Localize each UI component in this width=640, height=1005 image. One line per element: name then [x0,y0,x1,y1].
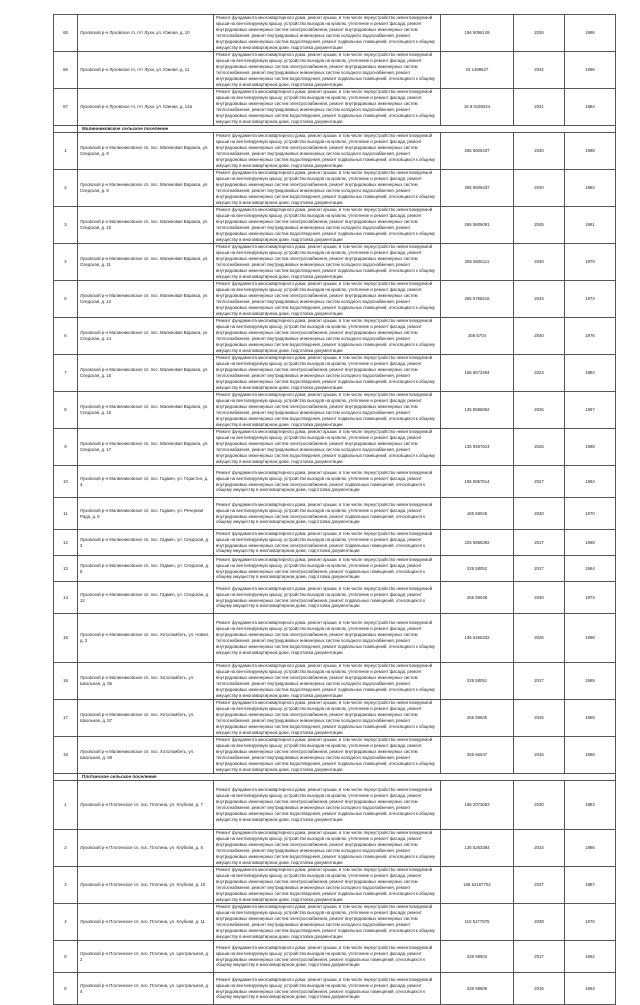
table-row [54,556,616,582]
house-address: Луховской р-н Малинниковское сп, пос. Малиновая Варакса, ул. Спедская, д. 12 [78,281,214,318]
planned-year: 2017 [514,530,565,556]
house-address: Луховской р-н Плотинское сп, пос. Плотина, ул. Центральная, д. 2 [78,941,214,973]
repair-cost: 225 5956392 [441,530,514,556]
repair-cost: 265 58048 [441,582,514,614]
repair-works: Ремонт фундамента многоквартирного дома, ремонт крыши, в том числе переустройство невентилируемой крыши на вентилируемую крышу, устройство выходов на кровлю, утепление и ремонт фасада, ремонт внутридомовых инженерных систем электроснабжения, ремонт внутридомовых инженерных систем теплоснабжения, ремонт внутридомовых инженерных систем холодного водоснабжения, ремонт внутридомовых инженерных систем водоотведения, ремонт подвальных помещений, относящихся к общему имуществу в многоквартирном доме, подготовка документации [214,207,441,244]
repair-cost: 135 9487624 [441,429,514,466]
repair-works: Ремонт фундамента многоквартирного дома, ремонт крыши, в том числе переустройство невентилируемой крыши на вентилируемую крышу, устройство выходов на кровлю, утепление и ремонт фасада, ремонт внутридомовых инженерных систем электроснабжения, ремонт внутридомовых инженерных систем теплоснабжения, ремонт внутридомовых инженерных систем холодного водоснабжения, ремонт внутридомовых инженерных систем водоотведения, ремонт подвальных помещений, относящихся к общему имуществу в многоквартирном доме, подготовка документации [214,89,441,126]
repair-works: Ремонт фундамента многоквартирного дома, ремонт крыши, в том числе переустройство невентилируемой крыши на вентилируемую крышу, устройство выходов на кровлю, утепление и ремонт фасада, ремонт внутридомовых инженерных систем электроснабжения, ремонт подвальных помещений, относящихся к общему имуществу в многоквартирном доме, подготовка документации [214,466,441,498]
house-address: Луховской р-н Малинниковское сп, пос. Малиновая Варакса, ул. Спедская, д. 15 [78,355,214,392]
planned-year: 2025 [514,429,565,466]
year-built: 1965 [565,737,616,774]
row-number: 12 [54,530,78,556]
planned-year: 2017 [514,556,565,582]
row-number: 7 [54,355,78,392]
house-address: Луховской р-н Малинниковское сп, пос. Малиновая Варакса, ул. Спедская, д. 14 [78,318,214,355]
row-number: 3 [54,207,78,244]
house-address: Луховской р-н Малинниковское сп, пос. Гадмен, ул. Речерная Рада, д. 6 [78,498,214,530]
planned-year: 2038 [514,904,565,941]
table-row [54,904,616,941]
repair-works: Ремонт фундамента многоквартирного дома, ремонт крыши, в том числе переустройство невентилируемой крыши на вентилируемую крышу, устройство выходов на кровлю, утепление и ремонт фасада, ремонт внутридомовых инженерных систем электроснабжения, ремонт внутридомовых инженерных систем теплоснабжения, ремонт внутридомовых инженерных систем холодного водоснабжения, ремонт внутридомовых инженерных систем водоотведения, ремонт подвальных помещений, относящихся к общему имуществу в многоквартирном доме, подготовка документации [214,52,441,89]
repair-works: Ремонт фундамента многоквартирного дома, ремонт крыши, в том числе переустройство невентилируемой крыши на вентилируемую крышу, устройство выходов на кровлю, утепление и ремонт фасада, ремонт внутридомовых инженерных систем электроснабжения, ремонт внутридомовых инженерных систем теплоснабжения, ремонт внутридомовых инженерных систем холодного водоснабжения, ремонт внутридомовых инженерных систем водоотведения, ремонт подвальных помещений, относящихся к общему имуществу в многоквартирном доме, подготовка документации [214,133,441,170]
repair-cost: 156 52167752 [441,867,514,904]
planned-year: 2037 [514,867,565,904]
table-row [54,582,616,614]
repair-works: Ремонт фундамента многоквартирного дома, ремонт крыши, в том числе переустройство невентилируемой крыши на вентилируемую крышу, устройство выходов на кровлю, утепление и ремонт фасада, ремонт внутридомовых инженерных систем электроснабжения, ремонт внутридомовых инженерных систем теплоснабжения, ремонт внутридомовых инженерных систем холодного водоснабжения, ремонт внутридомовых инженерных систем водоотведения, ремонт подвальных помещений, относящихся к общему имуществу в многоквартирном доме, подготовка документации [214,429,441,466]
repair-works: Ремонт фундамента многоквартирного дома, ремонт крыши, в том числе переустройство невентилируемой крыши на вентилируемую крышу, устройство выходов на кровлю, утепление и ремонт фасада, ремонт внутридомовых инженерных систем электроснабжения, ремонт подвальных помещений, относящихся к общему имуществу в многоквартирном доме, подготовка документации [214,582,441,614]
year-built: 1965 [565,700,616,737]
repair-cost: 265 5768216 [441,281,514,318]
planned-year: 2023 [514,355,565,392]
section-number-cell [54,126,78,133]
capital-repair-register-table [53,14,616,1005]
repair-works: Ремонт фундамента многоквартирного дома, ремонт крыши, в том числе переустройство невентилируемой крыши на вентилируемую крышу, устройство выходов на кровлю, утепление и ремонт фасада, ремонт внутридомовых инженерных систем электроснабжения, ремонт внутридомовых инженерных систем теплоснабжения, ремонт внутридомовых инженерных систем холодного водоснабжения, ремонт внутридомовых инженерных систем водоотведения, ремонт подвальных помещений, относящихся к общему имуществу в многоквартирном доме, подготовка документации [214,904,441,941]
table-row [54,973,616,1005]
row-number: 18 [54,737,78,774]
section-header-row [54,774,616,781]
section-title: Плотинское сельское поселение [78,774,616,781]
row-number: 2 [54,170,78,207]
repair-works: Ремонт фундамента многоквартирного дома, ремонт крыши, в том числе переустройство невентилируемой крыши на вентилируемую крышу, устройство выходов на кровлю, утепление и ремонт фасада, ремонт внутридомовых инженерных систем электроснабжения, ремонт внутридомовых инженерных систем теплоснабжения, ремонт внутридомовых инженерных систем холодного водоснабжения, ремонт внутридомовых инженерных систем водоотведения, ремонт подвальных помещений, относящихся к общему имуществу в многоквартирном доме, подготовка документации [214,781,441,830]
table-row [54,466,616,498]
house-address: Луховской р-н Луховское гп, пгт Лухи, ул. Южная, д. 11 [78,52,214,89]
year-built: 1976 [565,318,616,355]
year-built: 1984 [565,466,616,498]
table-row [54,52,616,89]
house-address: Луховской р-н Малинниковское сп, пос. Малиновая Варакса, ул. Спедская, д. 11 [78,244,214,281]
planned-year: 2045 [514,737,565,774]
house-address: Луховской р-н Плотинское сп, пос. Плотина, ул. Клубная, д. 8 [78,830,214,867]
repair-cost: 135 5253384 [441,830,514,867]
house-address: Луховской р-н Малинниковское сп, пос. Малиновая Варакса, ул. Спедская, д. 17 [78,429,214,466]
row-number: 8 [54,392,78,429]
repair-cost: 265 66047 [441,737,514,774]
planned-year: 2027 [514,466,565,498]
house-address: Луховской р-н Малинниковское сп, пос. Малиновая Варакса, ул. Спедская, д. 10 [78,207,214,244]
repair-works: Ремонт фундамента многоквартирного дома, ремонт крыши, в том числе переустройство невентилируемой крыши на вентилируемую крышу, устройство выходов на кровлю, утепление и ремонт фасада, ремонт внутридомовых инженерных систем электроснабжения, ремонт внутридомовых инженерных систем теплоснабжения, ремонт внутридомовых инженерных систем холодного водоснабжения, ремонт внутридомовых инженерных систем водоотведения, ремонт подвальных помещений, относящихся к общему имуществу в многоквартирном доме, подготовка документации [214,614,441,663]
table-row [54,207,616,244]
house-address: Луховской р-н Малинниковское сп, пос. Хотоломбеть, ул. Школьная, д. 59 [78,737,214,774]
repair-works: Ремонт фундамента многоквартирного дома, ремонт крыши, в том числе переустройство невентилируемой крыши на вентилируемую крышу, устройство выходов на кровлю, утепление и ремонт фасада, ремонт внутридомовых инженерных систем электроснабжения, ремонт внутридомовых инженерных систем теплоснабжения, ремонт внутридомовых инженерных систем холодного водоснабжения, ремонт внутридомовых инженерных систем водоотведения, ремонт подвальных помещений, относящихся к общему имуществу в многоквартирном доме, подготовка документации [214,318,441,355]
year-built: 1985 [565,429,616,466]
repair-cost: 265 5606091 [441,207,514,244]
planned-year: 2040 [514,582,565,614]
repair-works: Ремонт фундамента многоквартирного дома, ремонт крыши, в том числе переустройство невентилируемой крыши на вентилируемую крышу, устройство выходов на кровлю, утепление и ремонт фасада, ремонт внутридомовых инженерных систем электроснабжения, ремонт внутридомовых инженерных систем теплоснабжения, ремонт внутридомовых инженерных систем холодного водоснабжения, ремонт внутридомовых инженерных систем водоотведения, ремонт подвальных помещений, относящихся к общему имуществу в многоквартирном доме, подготовка документации [214,392,441,429]
year-built: 1984 [565,355,616,392]
row-number: 67 [54,89,78,126]
row-number: 9 [54,429,78,466]
year-built: 1973 [565,582,616,614]
row-number: 10 [54,466,78,498]
year-built: 1983 [565,781,616,830]
repair-works: Ремонт фундамента многоквартирного дома, ремонт крыши, в том числе переустройство невентилируемой крыши на вентилируемую крышу, устройство выходов на кровлю, утепление и ремонт фасада, ремонт внутридомовых инженерных систем электроснабжения, ремонт внутридомовых инженерных систем теплоснабжения, ремонт внутридомовых инженерных систем холодного водоснабжения, ремонт внутридомовых инженерных систем водоотведения, ремонт подвальных помещений, относящихся к общему имуществу в многоквартирном доме, подготовка документации [214,700,441,737]
row-number: 4 [54,244,78,281]
table-row [54,429,616,466]
year-built: 1987 [565,392,616,429]
repair-cost: 226 59509 [441,973,514,1005]
year-built: 1965 [565,530,616,556]
house-address: Луховской р-н Малинниковское сп, пос. Малиновая Варакса, ул. Спедская, д. 16 [78,392,214,429]
planned-year: 2040 [514,133,565,170]
repair-cost: 135 5586662 [441,392,514,429]
row-number: 66 [54,52,78,89]
year-built: 1981 [565,207,616,244]
repair-works: Ремонт фундамента многоквартирного дома, ремонт крыши, в том числе переустройство невентилируемой крыши на вентилируемую крышу, устройство выходов на кровлю, утепление и ремонт фасада, ремонт внутридомовых инженерных систем электроснабжения, ремонт внутридомовых инженерных систем теплоснабжения, ремонт внутридомовых инженерных систем холодного водоснабжения, ремонт внутридомовых инженерных систем водоотведения, ремонт подвальных помещений, относящихся к общему имуществу в многоквартирном доме, подготовка документации [214,737,441,774]
house-address: Луховской р-н Плотинское сп, пос. Плотина, ул. Клубная, д. 11 [78,904,214,941]
year-built: 1964 [565,556,616,582]
table-row [54,737,616,774]
repair-works: Ремонт фундамента многоквартирного дома, ремонт крыши, в том числе переустройство невентилируемой крыши на вентилируемую крышу, устройство выходов на кровлю, утепление и ремонт фасада, ремонт внутридомовых инженерных систем электроснабжения, ремонт внутридомовых инженерных систем теплоснабжения, ремонт внутридомовых инженерных систем холодного водоснабжения, ремонт внутридомовых инженерных систем водоотведения, ремонт подвальных помещений, относящихся к общему имуществу в многоквартирном доме, подготовка документации [214,170,441,207]
table-row [54,781,616,830]
repair-works: Ремонт фундамента многоквартирного дома, ремонт крыши, в том числе переустройство невентилируемой крыши на вентилируемую крышу, устройство выходов на кровлю, утепление и ремонт фасада, ремонт внутридомовых инженерных систем электроснабжения, ремонт подвальных помещений, относящихся к общему имуществу в многоквартирном доме, подготовка документации [214,973,441,1005]
row-number: 14 [54,582,78,614]
repair-cost: 256 6704 [441,318,514,355]
repair-cost: 225 58051 [441,663,514,700]
table-row [54,867,616,904]
repair-works: Ремонт фундамента многоквартирного дома, ремонт крыши, в том числе переустройство невентилируемой крыши на вентилируемую крышу, устройство выходов на кровлю, утепление и ремонт фасада, ремонт внутридомовых инженерных систем электроснабжения, ремонт внутридомовых инженерных систем теплоснабжения, ремонт внутридомовых инженерных систем холодного водоснабжения, ремонт внутридомовых инженерных систем водоотведения, ремонт подвальных помещений, относящихся к общему имуществу в многоквартирном доме, подготовка документации [214,867,441,904]
year-built: 1987 [565,867,616,904]
year-built: 1990 [565,614,616,663]
repair-cost: 165 58045 [441,498,514,530]
house-address: Луховской р-н Малинниковское сп, пос. Малиновая Варакса, ул. Спедская, д. 9 [78,170,214,207]
repair-cost: 265 5606437 [441,170,514,207]
year-built: 1984 [565,170,616,207]
register-body [54,15,616,1005]
table-row [54,498,616,530]
year-built: 1965 [565,663,616,700]
house-address: Луховской р-н Луховское гп, пгт Лухи, ул. Южная, д. 10 [78,15,214,52]
planned-year: 2041 [514,89,565,126]
year-built: 1976 [565,904,616,941]
table-row [54,244,616,281]
planned-year: 2026 [514,15,565,52]
row-number: 6 [54,318,78,355]
table-row [54,355,616,392]
row-number: 5 [54,281,78,318]
year-built: 1986 [565,15,616,52]
row-number: 3 [54,867,78,904]
planned-year: 2026 [514,392,565,429]
house-address: Луховской р-н Малинниковское сп, пос. Хотоломбеть, ул. Новая, д. 2 [78,614,214,663]
year-built: 1984 [565,89,616,126]
planned-year: 2044 [514,281,565,318]
table-row [54,530,616,556]
planned-year: 2026 [514,614,565,663]
house-address: Луховской р-н Плотинское сп, пос. Плотина, ул. Клубная, д. 7 [78,781,214,830]
planned-year: 2045 [514,700,565,737]
year-built: 1962 [565,941,616,973]
table-row [54,89,616,126]
table-row [54,170,616,207]
row-number: 2 [54,830,78,867]
repair-cost: 265 58645 [441,700,514,737]
year-built: 1979 [565,244,616,281]
repair-works: Ремонт фундамента многоквартирного дома, ремонт крыши, в том числе переустройство невентилируемой крыши на вентилируемую крышу, устройство выходов на кровлю, утепление и ремонт фасада, ремонт внутридомовых инженерных систем электроснабжения, ремонт внутридомовых инженерных систем теплоснабжения, ремонт внутридомовых инженерных систем холодного водоснабжения, ремонт внутридомовых инженерных систем водоотведения, ремонт подвальных помещений, относящихся к общему имуществу в многоквартирном доме, подготовка документации [214,355,441,392]
repair-cost: 265 5606437 [441,133,514,170]
repair-works: Ремонт фундамента многоквартирного дома, ремонт крыши, в том числе переустройство невентилируемой крыши на вентилируемую крышу, устройство выходов на кровлю, утепление и ремонт фасада, ремонт внутридомовых инженерных систем электроснабжения, ремонт подвальных помещений, относящихся к общему имуществу в многоквартирном доме, подготовка документации [214,498,441,530]
year-built: 1985 [565,133,616,170]
repair-cost: 265 5606111 [441,244,514,281]
year-built: 1963 [565,973,616,1005]
row-number: 11 [54,498,78,530]
table-row [54,941,616,973]
repair-works: Ремонт фундамента многоквартирного дома, ремонт крыши, в том числе переустройство невентилируемой крыши на вентилируемую крышу, устройство выходов на кровлю, утепление и ремонт фасада, ремонт внутридомовых инженерных систем электроснабжения, ремонт внутридомовых инженерных систем теплоснабжения, ремонт внутридомовых инженерных систем холодного водоснабжения, ремонт внутридомовых инженерных систем водоотведения, ремонт подвальных помещений, относящихся к общему имуществу в многоквартирном доме, подготовка документации [214,281,441,318]
repair-works: Ремонт фундамента многоквартирного дома, ремонт крыши, в том числе переустройство невентилируемой крыши на вентилируемую крышу, устройство выходов на кровлю, утепление и ремонт фасада, ремонт внутридомовых инженерных систем электроснабжения, ремонт внутридомовых инженерных систем теплоснабжения, ремонт внутридомовых инженерных систем холодного водоснабжения, ремонт внутридомовых инженерных систем водоотведения, ремонт подвальных помещений, относящихся к общему имуществу в многоквартирном доме, подготовка документации [214,663,441,700]
repair-cost: 225 58052 [441,556,514,582]
year-built: 1973 [565,281,616,318]
planned-year: 2040 [514,498,565,530]
planned-year: 2030 [514,781,565,830]
table-row [54,15,616,52]
row-number: 1 [54,133,78,170]
planned-year: 2034 [514,830,565,867]
house-address: Луховской р-н Малинниковское сп, пос. Гадмен, ул. Спедская, д. 3 [78,530,214,556]
table-row [54,700,616,737]
table-row [54,392,616,429]
house-address: Луховской р-н Малинниковское сп, пос. Гадмен, ул. Горастен, д. 4 [78,466,214,498]
repair-cost: 156 5096149 [441,15,514,52]
repair-cost: 226 59504 [441,941,514,973]
repair-works: Ремонт фундамента многоквартирного дома, ремонт крыши, в том числе переустройство невентилируемой крыши на вентилируемую крышу, устройство выходов на кровлю, утепление и ремонт фасада, ремонт внутридомовых инженерных систем электроснабжения, ремонт внутридомовых инженерных систем теплоснабжения, ремонт внутридомовых инженерных систем холодного водоснабжения, ремонт внутридомовых инженерных систем водоотведения, ремонт подвальных помещений, относящихся к общему имуществу в многоквартирном доме, подготовка документации [214,244,441,281]
house-address: Луховской р-н Плотинское сп, пос. Плотина, ул. Центральная, д. 4 [78,973,214,1005]
planned-year: 2017 [514,941,565,973]
repair-works: Ремонт фундамента многоквартирного дома, ремонт крыши, в том числе переустройство невентилируемой крыши на вентилируемую крышу, устройство выходов на кровлю, утепление и ремонт фасада, ремонт внутридомовых инженерных систем электроснабжения, ремонт внутридомовых инженерных систем теплоснабжения, ремонт внутридомовых инженерных систем холодного водоснабжения, ремонт внутридомовых инженерных систем водоотведения, ремонт подвальных помещений, относящихся к общему имуществу в многоквартирном доме, подготовка документации [214,15,441,52]
house-address: Луховской р-н Луховское гп, пгт Лухи, ул. Южная, д. 14а [78,89,214,126]
planned-year: 2042 [514,52,565,89]
row-number: 65 [54,15,78,52]
planned-year: 2040 [514,170,565,207]
repair-works: Ремонт фундамента многоквартирного дома, ремонт крыши, в том числе переустройство невентилируемой крыши на вентилируемую крышу, устройство выходов на кровлю, утепление и ремонт фасада, ремонт внутридомовых инженерных систем электроснабжения, ремонт подвальных помещений, относящихся к общему имуществу в многоквартирном доме, подготовка документации [214,556,441,582]
repair-cost: 156 5957514 [441,466,514,498]
section-title: Малинниковское сельское поселение [78,126,616,133]
repair-cost: 115 5177975 [441,904,514,941]
table-row [54,318,616,355]
house-address: Луховской р-н Малинниковское сп, пос. Малиновая Варакса, ул. Спедская, д. 8 [78,133,214,170]
row-number: 4 [54,904,78,941]
table-row [54,281,616,318]
planned-year: 2017 [514,663,565,700]
planned-year: 2016 [514,973,565,1005]
row-number: 6 [54,973,78,1005]
row-number: 1 [54,781,78,830]
row-number: 15 [54,614,78,663]
repair-cost: 16 8 0199224 [441,89,514,126]
house-address: Луховской р-н Малинниковское сп, пос. Хотоломбеть, ул. Школьная, д. 57 [78,700,214,737]
house-address: Луховской р-н Малинниковское сп, пос. Хотоломбеть, ул. Школьная, д. 55 [78,663,214,700]
year-built: 1970 [565,498,616,530]
planned-year: 2040 [514,318,565,355]
house-address: Луховской р-н Малинниковское сп, пос. Гадмен, ул. Спедская, д. 9 [78,556,214,582]
repair-cost: 165 6572294 [441,355,514,392]
repair-works: Ремонт фундамента многоквартирного дома, ремонт крыши, в том числе переустройство невентилируемой крыши на вентилируемую крышу, устройство выходов на кровлю, утепление и ремонт фасада, ремонт внутридомовых инженерных систем электроснабжения, ремонт подвальных помещений, относящихся к общему имуществу в многоквартирном доме, подготовка документации [214,530,441,556]
table-row [54,614,616,663]
year-built: 1996 [565,52,616,89]
repair-cost: 15 1488627 [441,52,514,89]
repair-works: Ремонт фундамента многоквартирного дома, ремонт крыши, в том числе переустройство невентилируемой крыши на вентилируемую крышу, устройство выходов на кровлю, утепление и ремонт фасада, ремонт внутридомовых инженерных систем электроснабжения, ремонт подвальных помещений, относящихся к общему имуществу в многоквартирном доме, подготовка документации [214,941,441,973]
repair-works: Ремонт фундамента многоквартирного дома, ремонт крыши, в том числе переустройство невентилируемой крыши на вентилируемую крышу, устройство выходов на кровлю, утепление и ремонт фасада, ремонт внутридомовых инженерных систем электроснабжения, ремонт внутридомовых инженерных систем теплоснабжения, ремонт внутридомовых инженерных систем холодного водоснабжения, ремонт внутридомовых инженерных систем водоотведения, ремонт подвальных помещений, относящихся к общему имуществу в многоквартирном доме, подготовка документации [214,830,441,867]
row-number: 13 [54,556,78,582]
repair-cost: 156 2073683 [441,781,514,830]
table-row [54,133,616,170]
row-number: 16 [54,663,78,700]
planned-year: 2045 [514,207,565,244]
table-row [54,830,616,867]
planned-year: 2040 [514,244,565,281]
repair-cost: 135 5456332 [441,614,514,663]
table-row [54,663,616,700]
row-number: 5 [54,941,78,973]
house-address: Луховской р-н Малинниковское сп, пос. Гадмен, ул. Спедская, д. 12 [78,582,214,614]
year-built: 1985 [565,830,616,867]
section-header-row [54,126,616,133]
row-number: 17 [54,700,78,737]
house-address: Луховской р-н Плотинское сп, пос. Плотина, ул. Клубная, д. 10 [78,867,214,904]
section-number-cell [54,774,78,781]
